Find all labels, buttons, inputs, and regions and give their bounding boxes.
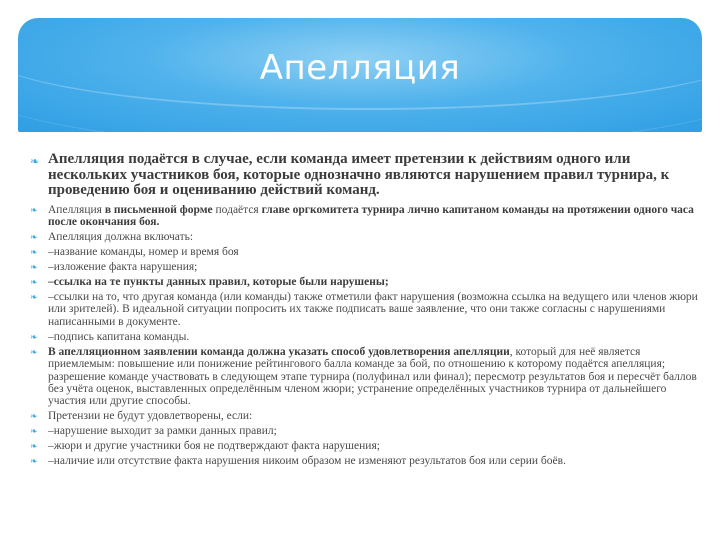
slide-title: Апелляция — [259, 48, 461, 88]
item-text-bold: Апелляция подаётся в случае, если команда имеет претензии к действиям одного или нескольких участников боя, которые однозначно являются нарушением правил турнира, к проведению боя и оцениванию действий команд. — [48, 151, 670, 198]
list-item — [30, 204, 702, 229]
list-item — [30, 246, 702, 258]
item-text: –подпись капитана команды. — [48, 330, 190, 343]
list-item — [30, 291, 702, 328]
item-text-bold: главе оргкомитета турнира лично капитаном команды на протяжении одного часа после окончания боя. — [48, 203, 694, 228]
item-text: Апелляция должна включать: — [48, 230, 194, 243]
title-banner — [18, 18, 702, 132]
item-text: подаётся — [212, 203, 262, 216]
fleuron-bullet-icon: ❧ — [30, 292, 38, 303]
fleuron-bullet-icon: ❧ — [30, 155, 40, 168]
item-text-bold: В апелляционном заявлении команда должна указать способ удовлетворения апелляции — [48, 345, 510, 358]
item-text-bold: в письменной форме — [104, 203, 213, 216]
fleuron-bullet-icon: ❧ — [30, 427, 38, 438]
fleuron-bullet-icon: ❧ — [30, 232, 38, 243]
item-text: –нарушение выходит за рамки данных правил; — [48, 425, 277, 438]
fleuron-bullet-icon: ❧ — [30, 205, 38, 216]
list-item — [30, 410, 702, 422]
fleuron-bullet-icon: ❧ — [30, 277, 38, 288]
item-text: –изложение факта нарушения; — [48, 260, 198, 273]
item-text-bold: –ссылка на те пункты данных правил, которые были нарушены; — [48, 275, 389, 288]
list-item — [30, 231, 702, 243]
fleuron-bullet-icon: ❧ — [30, 412, 38, 423]
list-item — [30, 331, 702, 343]
fleuron-bullet-icon: ❧ — [30, 247, 38, 258]
list-item — [30, 152, 702, 199]
item-text: –наличие или отсутствие факта нарушения никоим образом не изменяют результатов боя или серии боёв. — [48, 455, 566, 468]
list-item — [30, 346, 702, 408]
item-text: , который для неё является приемлемым: повышение или понижение рейтингового балла команде за бой, по отношению к которому подаётся апелляция; разрешение команде участвовать в следующем этапе турнира (полуфинал или финал); пересмотр результатов боя и пересчёт баллов без учёта оценок, выставленных определённым членом жюри; устранение определённых участников турнира от дальнейшего участия или другие способы. — [48, 345, 697, 408]
fleuron-bullet-icon: ❧ — [30, 457, 38, 468]
fleuron-bullet-icon: ❧ — [30, 262, 38, 273]
item-text: –жюри и другие участники боя не подтверждают факта нарушения; — [48, 440, 380, 453]
list-item — [30, 440, 702, 452]
list-item — [30, 455, 702, 467]
list-item — [30, 261, 702, 273]
bullet-list — [30, 152, 702, 470]
fleuron-bullet-icon: ❧ — [30, 347, 38, 358]
list-item — [30, 276, 702, 288]
item-text: Претензии не будут удовлетворены, если: — [48, 410, 253, 423]
list-item — [30, 425, 702, 437]
item-text: –ссылки на то, что другая команда (или команды) также отметили факт нарушения (возможна ссылка на ведущего или членов жюри или зрителей). В идеальной ситуации попросить их также подписать ваше заявление, что они также согласны с нарушениями написанными в документе. — [48, 290, 698, 328]
item-text: Апелляция — [48, 203, 105, 216]
item-text: –название команды, номер и время боя — [48, 245, 239, 258]
fleuron-bullet-icon: ❧ — [30, 332, 38, 343]
fleuron-bullet-icon: ❧ — [30, 442, 38, 453]
